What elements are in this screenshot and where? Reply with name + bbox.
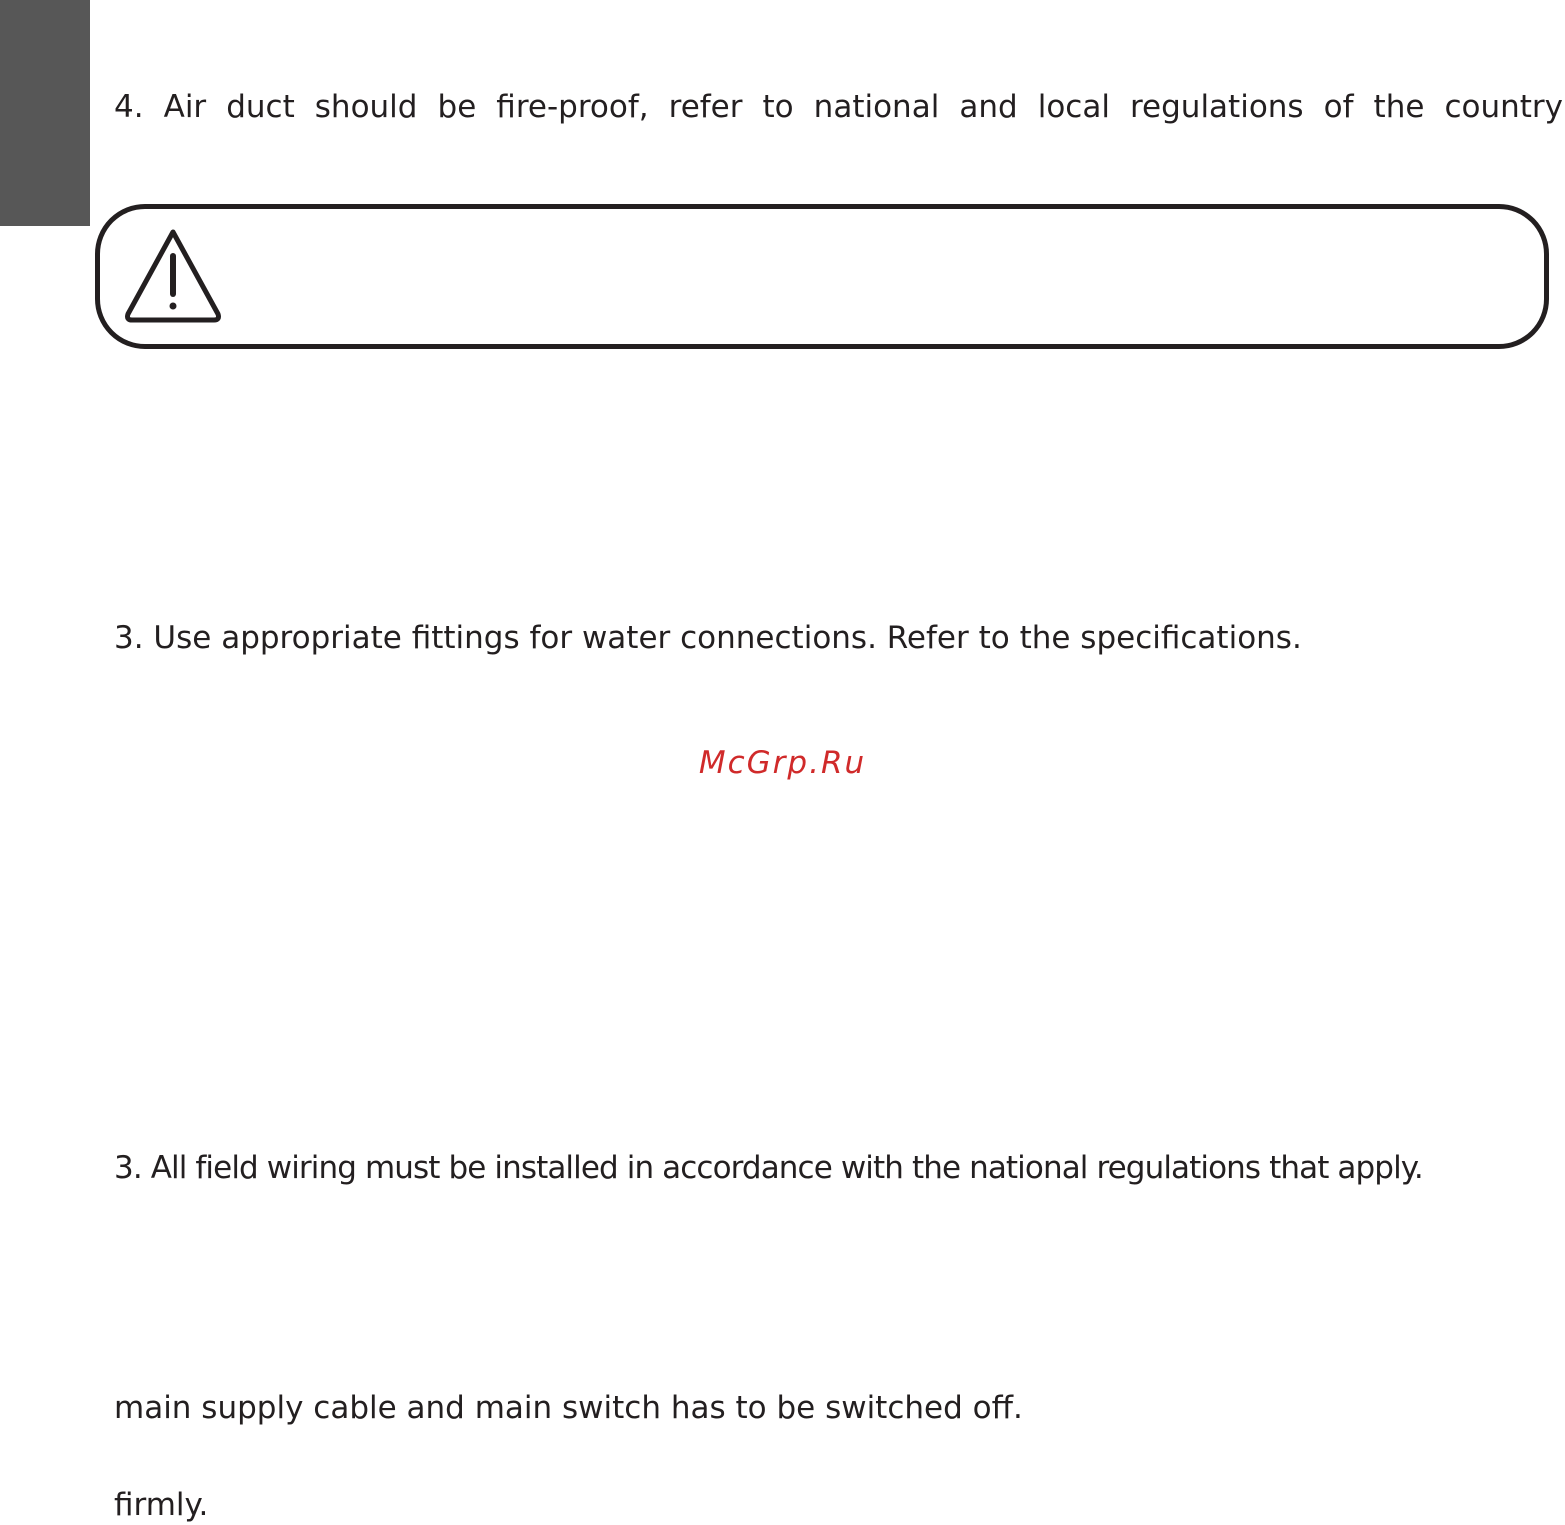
paragraph-field-wiring: 3. All field wiring must be installed in accordance with the national regulations that apply. <box>114 1150 1423 1186</box>
paragraph-main-supply: main supply cable and main switch has to be switched off. <box>114 1390 1023 1426</box>
paragraph-water-fittings: 3. Use appropriate fittings for water connections. Refer to the specifications. <box>114 620 1302 656</box>
warning-triangle-icon <box>122 226 224 326</box>
watermark-text: McGrp.Ru <box>698 745 867 781</box>
paragraph-air-duct: 4. Air duct should be fire-proof, refer to national and local regulations of the country <box>114 89 1563 125</box>
section-side-tab <box>0 0 90 226</box>
warning-box <box>95 204 1549 349</box>
paragraph-firmly: firmly. <box>114 1487 209 1523</box>
